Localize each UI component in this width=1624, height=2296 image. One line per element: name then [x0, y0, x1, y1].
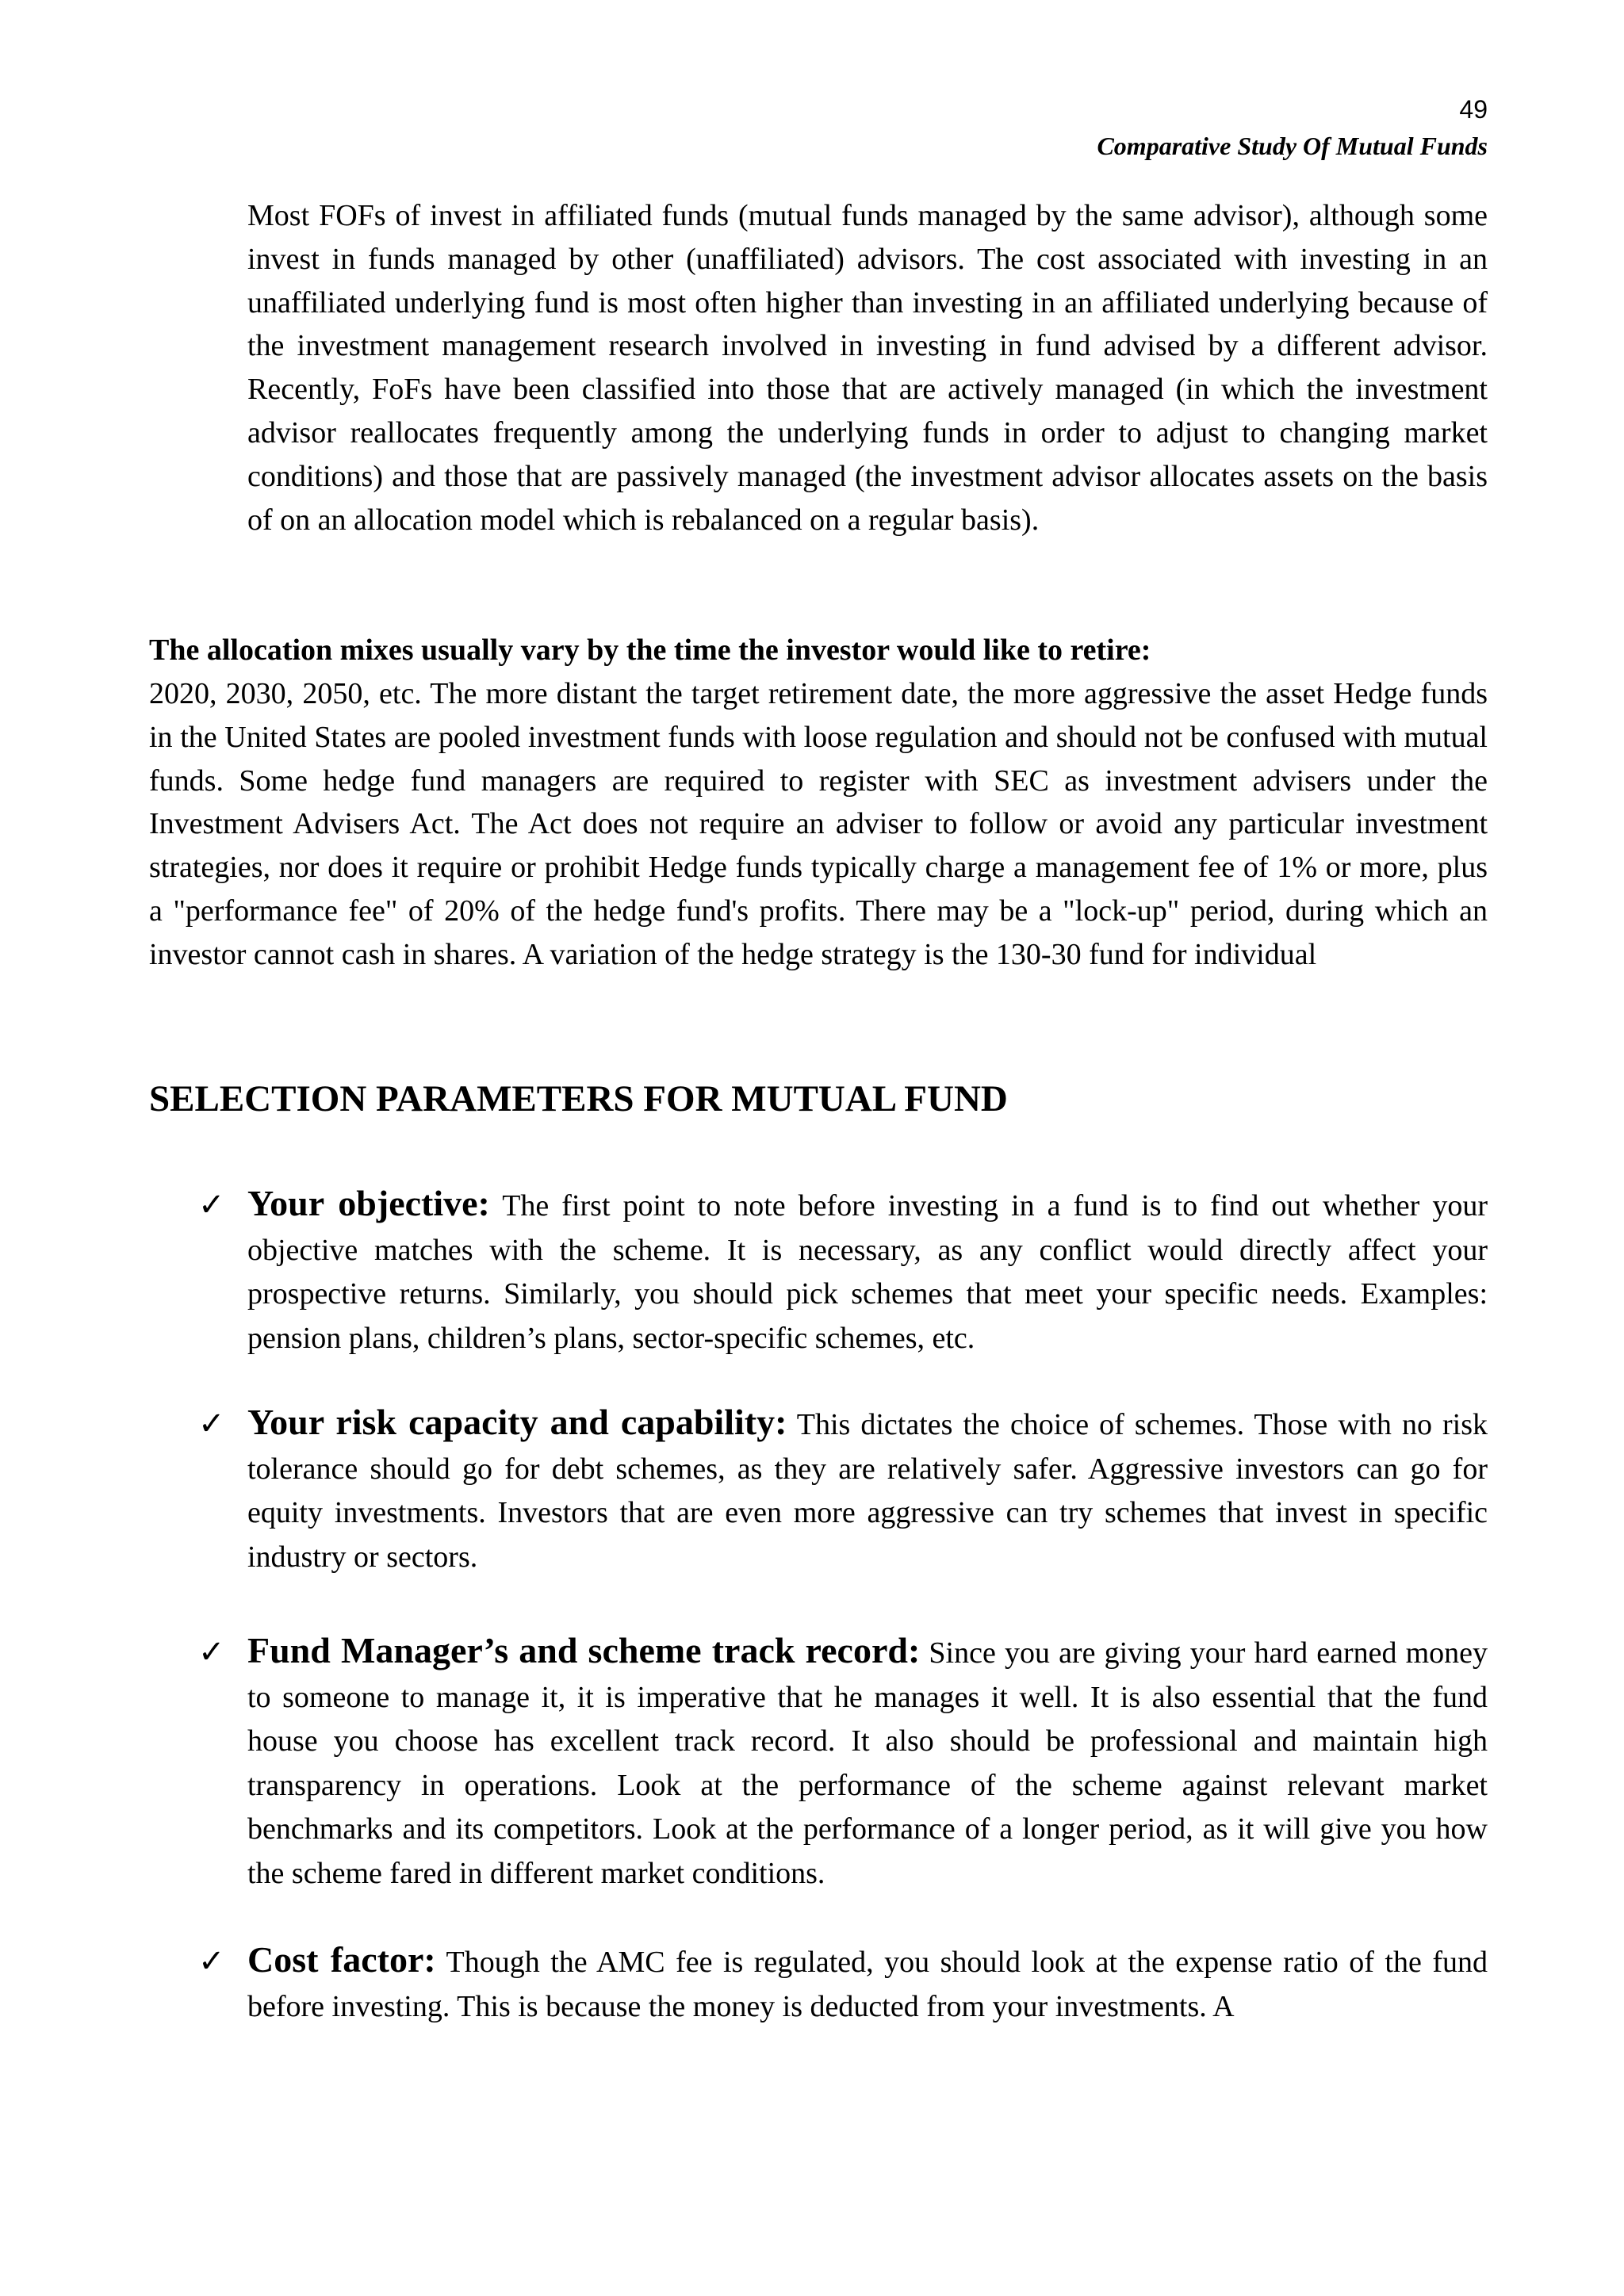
- bullet-title: Your objective:: [247, 1183, 490, 1223]
- allocation-subheading: The allocation mixes usually vary by the time the investor would like to retire:: [149, 633, 1151, 667]
- checkmark-icon: ✓: [198, 1406, 225, 1442]
- bullet-title: Cost factor:: [247, 1939, 436, 1980]
- bullet-text: Since you are giving your hard earned money to someone to manage it, it is imperative that he manages it well. It is also essential that the fund house you choose has excellent track record. It also should be professional and maintain high transparency in operations. Look at the performance of the scheme against relevant market benchmarks and its competitors. Look at the performance of a longer period, as it will give you how the scheme fared in different market conditions.: [247, 1636, 1488, 1890]
- bullet-body: [247, 1628, 1488, 1896]
- paragraph-fof: Most FOFs of invest in affiliated funds (mutual funds managed by the same advisor), although some invest in funds managed by other (unaffiliated) advisors. The cost associated with investing in an unaffiliated underlying fund is most often higher than investing in an affiliated underlying because of the investment management research involved in investing in fund advised by a different advisor. Recently, FoFs have been classified into those that are actively managed (in which the investment advisor reallocates frequently among the underlying funds in order to adjust to changing market conditions) and those that are passively managed (the investment advisor allocates assets on the basis of on an allocation model which is rebalanced on a regular basis).: [247, 199, 1488, 537]
- running-header: Comparative Study Of Mutual Funds: [1097, 132, 1488, 160]
- checkmark-icon: ✓: [198, 1943, 225, 1980]
- section-heading: SELECTION PARAMETERS FOR MUTUAL FUND: [149, 1078, 1008, 1119]
- bullet-text: The first point to note before investing in a fund is to find out whether your objective matches with the scheme. It is necessary, as any conflict would directly affect your prospective returns. Similarly, you should pick schemes that meet your specific needs. Examples: pension plans, children’s plans, sector-specific schemes, etc.: [247, 1189, 1488, 1355]
- page-number: 49: [1459, 95, 1488, 124]
- bullet-body: [247, 1181, 1488, 1360]
- checkmark-icon: ✓: [198, 1187, 225, 1223]
- bullet-title: Fund Manager’s and scheme track record:: [247, 1630, 921, 1670]
- bullet-body: [247, 1400, 1488, 1579]
- checkmark-icon: ✓: [198, 1634, 225, 1670]
- bullet-body: [247, 1938, 1488, 2029]
- bullet-text: Though the AMC fee is regulated, you should look at the expense ratio of the fund before investing. This is because the money is deducted from your investments. A: [247, 1946, 1488, 2023]
- bullet-title: Your risk capacity and capability:: [247, 1402, 787, 1442]
- paragraph-hedge-funds: 2020, 2030, 2050, etc. The more distant the target retirement date, the more aggressive the asset Hedge funds in the United States are pooled investment funds with loose regulation and should not be confused with mutual funds. Some hedge fund managers are required to register with SEC as investment advisers under the Investment Advisers Act. The Act does not require an adviser to follow or avoid any particular investment strategies, nor does it require or prohibit Hedge funds typically charge a management fee of 1% or more, plus a "performance fee" of 20% of the hedge fund's profits. There may be a "lock-up" period, during which an investor cannot cash in shares. A variation of the hedge strategy is the 130-30 fund for individual: [149, 677, 1488, 971]
- bullet-text: This dictates the choice of schemes. Those with no risk tolerance should go for debt schemes, as they are relatively safer. Aggressive investors can go for equity investments. Investors that are even more aggressive can try schemes that invest in specific industry or sectors.: [247, 1408, 1488, 1574]
